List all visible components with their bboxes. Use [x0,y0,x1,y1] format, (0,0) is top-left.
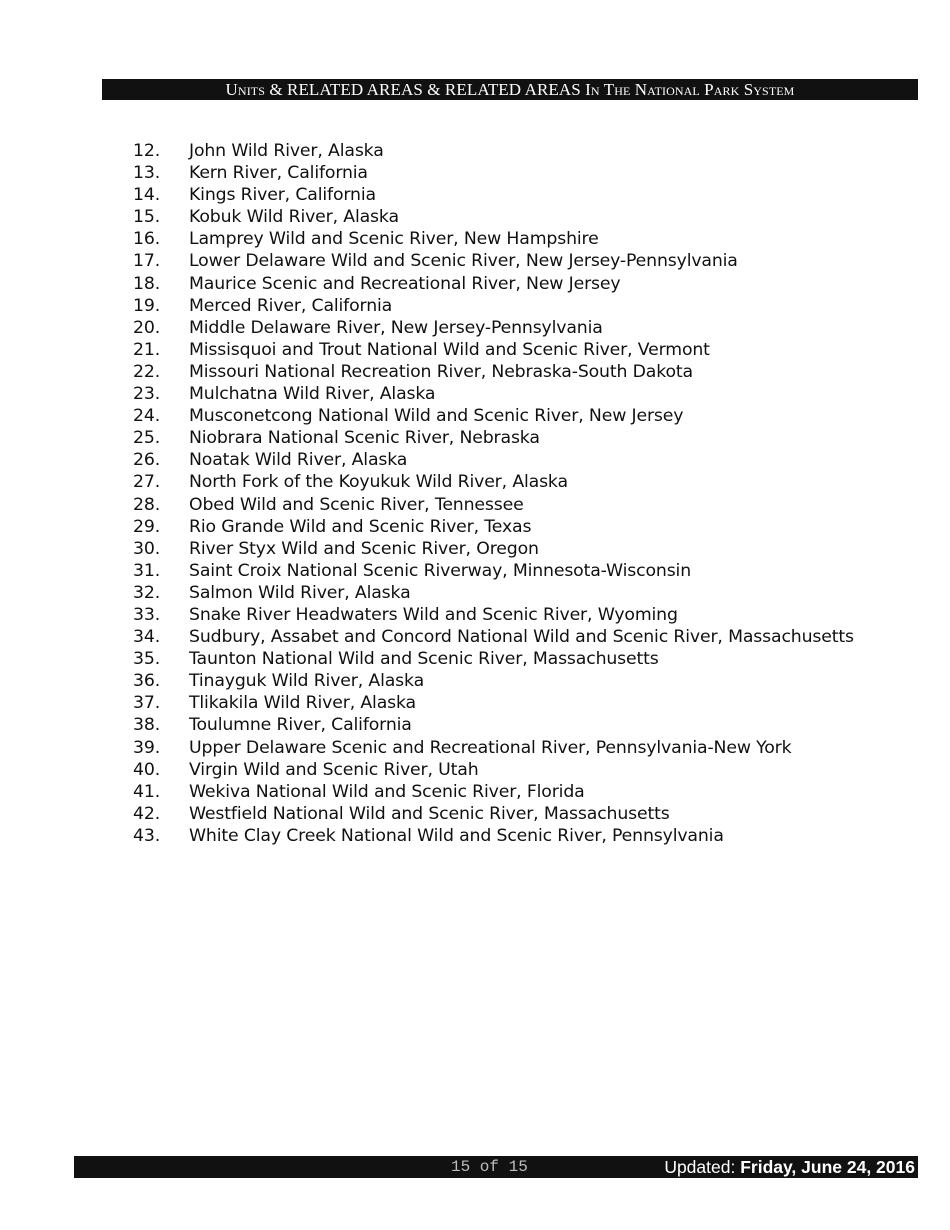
list-item [0,140,950,162]
list-item-text: Mulchatna Wild River, Alaska [189,384,436,405]
list-item-text: Kobuk Wild River, Alaska [189,207,399,228]
list-item-number: 25. [133,428,161,449]
page-footer [74,1156,918,1178]
list-item-number: 30. [133,538,161,559]
list-item [0,737,950,759]
page-counter: 15 of 15 [451,1158,528,1176]
list-item [0,803,950,825]
list-item-text: Virgin Wild and Scenic River, Utah [189,759,479,780]
list-item-number: 18. [133,273,161,294]
list-item-text: Taunton National Wild and Scenic River, Massachusetts [189,649,659,670]
list-item-text: Kern River, California [189,163,368,184]
list-item-number: 29. [133,516,161,537]
list-item-number: 24. [133,406,161,427]
list-item [0,471,950,493]
header-title: Units & RELATED AREAS & RELATED AREAS In The National Park System [225,80,795,99]
list-item-number: 32. [133,582,161,603]
list-item-text: North Fork of the Koyukuk Wild River, Alaska [189,472,568,493]
list-item-text: Upper Delaware Scenic and Recreational River, Pennsylvania-New York [189,737,792,758]
list-item [0,361,950,383]
list-item-number: 19. [133,295,161,316]
list-item-number: 20. [133,317,161,338]
list-item [0,339,950,361]
list-item [0,648,950,670]
list-item-text: Lamprey Wild and Scenic River, New Hampshire [189,229,599,250]
list-item-number: 27. [133,472,161,493]
list-item-text: Noatak Wild River, Alaska [189,450,408,471]
updated-label: Updated: [664,1157,736,1177]
list-item [0,206,950,228]
list-item-text: Musconetcong National Wild and Scenic River, New Jersey [189,406,684,427]
list-item-number: 15. [133,207,161,228]
list-item-text: Niobrara National Scenic River, Nebraska [189,428,540,449]
list-item [0,405,950,427]
list-item-number: 16. [133,229,161,250]
list-item-text: Middle Delaware River, New Jersey-Pennsylvania [189,317,603,338]
list-item-number: 34. [133,627,161,648]
list-item [0,692,950,714]
list-item-number: 33. [133,604,161,625]
list-item [0,714,950,736]
list-item-number: 40. [133,759,161,780]
list-item-number: 39. [133,737,161,758]
list-item-text: Missisquoi and Trout National Wild and Scenic River, Vermont [189,339,710,360]
list-item-number: 22. [133,361,161,382]
list-item-text: Kings River, California [189,185,376,206]
list-item-number: 17. [133,251,161,272]
list-item [0,273,950,295]
list-item-number: 43. [133,825,161,846]
list-item-number: 37. [133,693,161,714]
list-item [0,825,950,847]
list-item [0,317,950,339]
list-item-number: 42. [133,803,161,824]
list-item-text: Merced River, California [189,295,393,316]
list-item-text: Saint Croix National Scenic Riverway, Minnesota-Wisconsin [189,560,692,581]
list-item-text: Tlikakila Wild River, Alaska [189,693,416,714]
list-item [0,494,950,516]
list-item-number: 12. [133,141,161,161]
list-item-number: 26. [133,450,161,471]
list-item [0,759,950,781]
list-item [0,582,950,604]
river-list [0,140,950,847]
list-item-text: Sudbury, Assabet and Concord National Wild and Scenic River, Massachusetts [189,627,854,648]
list-item [0,604,950,626]
list-item [0,228,950,250]
list-item-text: White Clay Creek National Wild and Scenic River, Pennsylvania [189,825,724,846]
list-item-text: Missouri National Recreation River, Nebraska-South Dakota [189,361,693,382]
list-item [0,250,950,272]
list-item [0,427,950,449]
list-item-number: 21. [133,339,161,360]
page-header [102,79,918,100]
list-item [0,383,950,405]
list-item-text: Snake River Headwaters Wild and Scenic River, Wyoming [189,604,678,625]
list-item-text: Salmon Wild River, Alaska [189,582,411,603]
list-item-number: 23. [133,384,161,405]
list-item-number: 41. [133,781,161,802]
list-item-text: Toulumne River, California [189,715,412,736]
list-item-number: 38. [133,715,161,736]
list-item-text: John Wild River, Alaska [189,141,384,161]
list-item [0,560,950,582]
list-item [0,781,950,803]
list-item-text: Obed Wild and Scenic River, Tennessee [189,494,524,515]
list-item [0,295,950,317]
list-item-number: 14. [133,185,161,206]
list-item-text: River Styx Wild and Scenic River, Oregon [189,538,539,559]
updated-date: Friday, June 24, 2016 [740,1157,915,1177]
list-item [0,162,950,184]
list-item-text: Wekiva National Wild and Scenic River, Florida [189,781,585,802]
list-item-text: Rio Grande Wild and Scenic River, Texas [189,516,532,537]
list-item [0,670,950,692]
list-item-number: 13. [133,163,161,184]
list-item [0,449,950,471]
list-item-number: 28. [133,494,161,515]
list-item-text: Maurice Scenic and Recreational River, New Jersey [189,273,621,294]
list-item [0,516,950,538]
updated-stamp [664,1156,915,1178]
list-item [0,626,950,648]
list-item-number: 35. [133,649,161,670]
list-item-text: Lower Delaware Wild and Scenic River, New Jersey-Pennsylvania [189,251,738,272]
list-item-number: 36. [133,671,161,692]
list-item [0,184,950,206]
list-item-number: 31. [133,560,161,581]
list-item-text: Westfield National Wild and Scenic River, Massachusetts [189,803,670,824]
list-item-text: Tinayguk Wild River, Alaska [189,671,425,692]
list-item [0,538,950,560]
